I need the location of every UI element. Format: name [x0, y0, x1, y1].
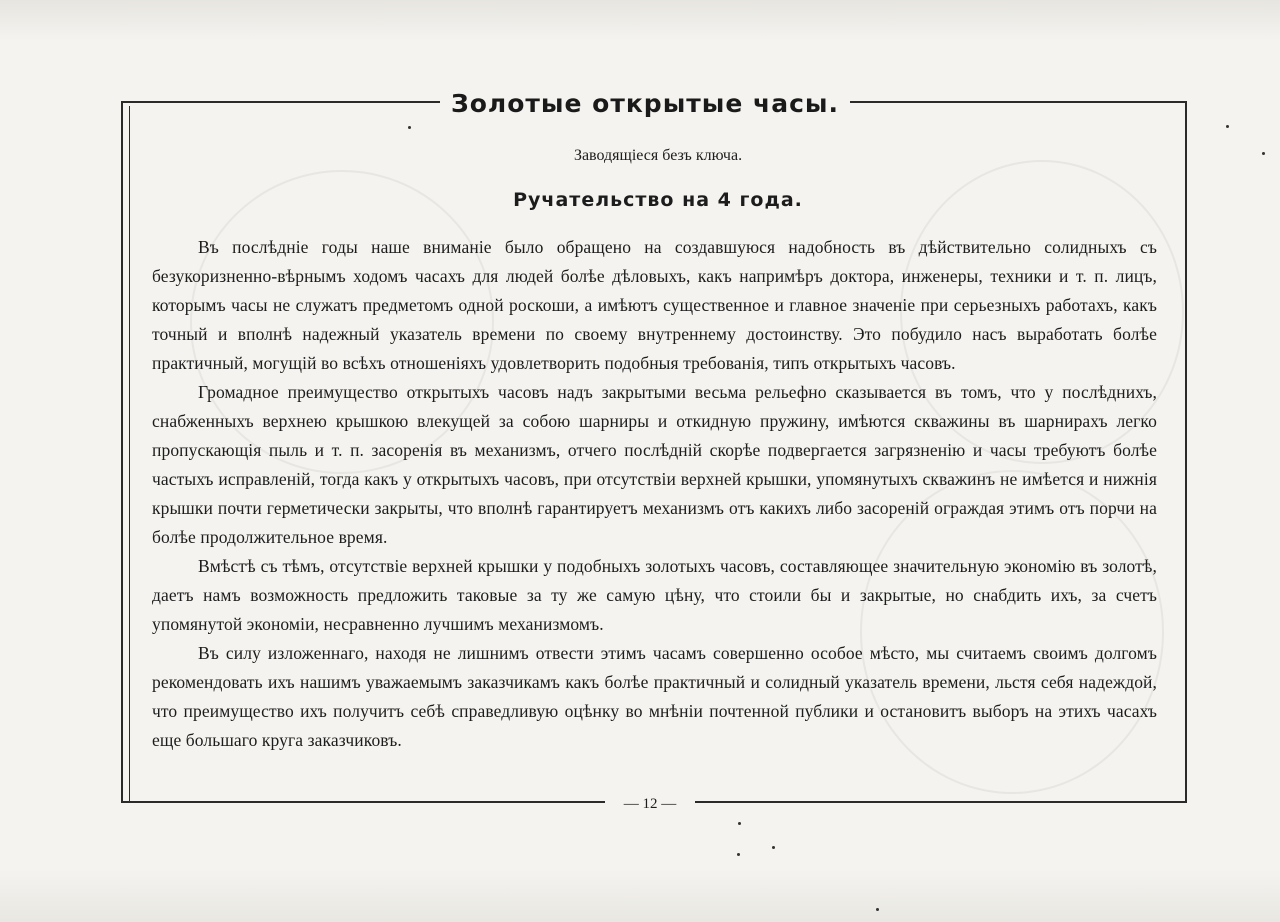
scan-edge-top: [0, 0, 1280, 40]
paragraph: Въ силу изложеннаго, находя не лишнимъ отвести этимъ часамъ совершенно особое мѣсто, мы считаемъ своимъ долгомъ рекомендовать ихъ нашимъ уважаемымъ заказчикамъ какъ болѣе практичный и солидный указатель времени, льстя себя надеждой, что преимущество ихъ получитъ себѣ справедливую оцѣнку во мнѣніи почтенной публики и остановитъ выборъ на этихъ часахъ еще большаго круга заказчиковъ.: [152, 643, 1157, 750]
warranty-heading: Ручательство на 4 года.: [513, 189, 803, 211]
scan-speck: [1226, 125, 1229, 128]
subtitle: Заводящіеся безъ ключа.: [573, 147, 743, 164]
scan-speck: [876, 908, 879, 911]
scan-speck: [1262, 152, 1265, 155]
scan-edge-bottom: [0, 870, 1280, 922]
paragraph: Вмѣстѣ съ тѣмъ, отсутствіе верхней крышки у подобныхъ золотыхъ часовъ, составляющее значительную экономію въ золотѣ, даетъ намъ возможность предложить таковые за ту же самую цѣну, что стоили бы и закрытые, но снабдить ихъ, за счетъ упомянутой экономіи, несравненно лучшимъ механизмомъ.: [152, 556, 1157, 634]
scan-speck: [738, 822, 741, 825]
scan-speck: [408, 126, 411, 129]
paragraph: Громадное преимущество открытыхъ часовъ надъ закрытыми весьма рельефно сказывается въ томъ, что у послѣднихъ, снабженныхъ верхнею крышкою влекущей за собою шарниры и откидную пружину, имѣются скважины въ шарнирахъ легко пропускающія пыль и т. п. засоренія въ механизмъ, отчего послѣдній скорѣе подвергается загрязненію и часы требуютъ болѣе частыхъ исправленій, тогда какъ у открытыхъ часовъ, при отсутствіи верхней крышки, упомянутыхъ скважинъ не имѣется и нижнія крышки почти герметически закрыты, что вполнѣ гарантируетъ механизмъ отъ какихъ либо засореній ограждая этимъ отъ порчи на болѣе продолжительное время.: [152, 382, 1157, 547]
paragraph: Въ послѣдніе годы наше вниманіе было обращено на создавшуюся надобность въ дѣйствительно солидныхъ съ безукоризненно-вѣрнымъ ходомъ часахъ для людей болѣе дѣловыхъ, какъ напримѣръ доктора, инженеры, техники и т. п. лицъ, которымъ часы не служатъ предметомъ одной роскоши, а имѣютъ существенное и главное значеніе при серьезныхъ работахъ, какъ точный и вполнѣ надежный указатель времени по своему внутреннему достоинству. Это побудило насъ выработать болѣе практичный, могущій во всѣхъ отношеніяхъ удовлетворить подобныя требованія, типъ открытыхъ часовъ.: [152, 237, 1157, 373]
body-text: [152, 233, 1157, 755]
page-number: — 12 —: [605, 792, 695, 816]
scan-speck: [772, 846, 775, 849]
scan-speck: [737, 853, 740, 856]
page-title: Золотые открытые часы.: [440, 84, 850, 124]
